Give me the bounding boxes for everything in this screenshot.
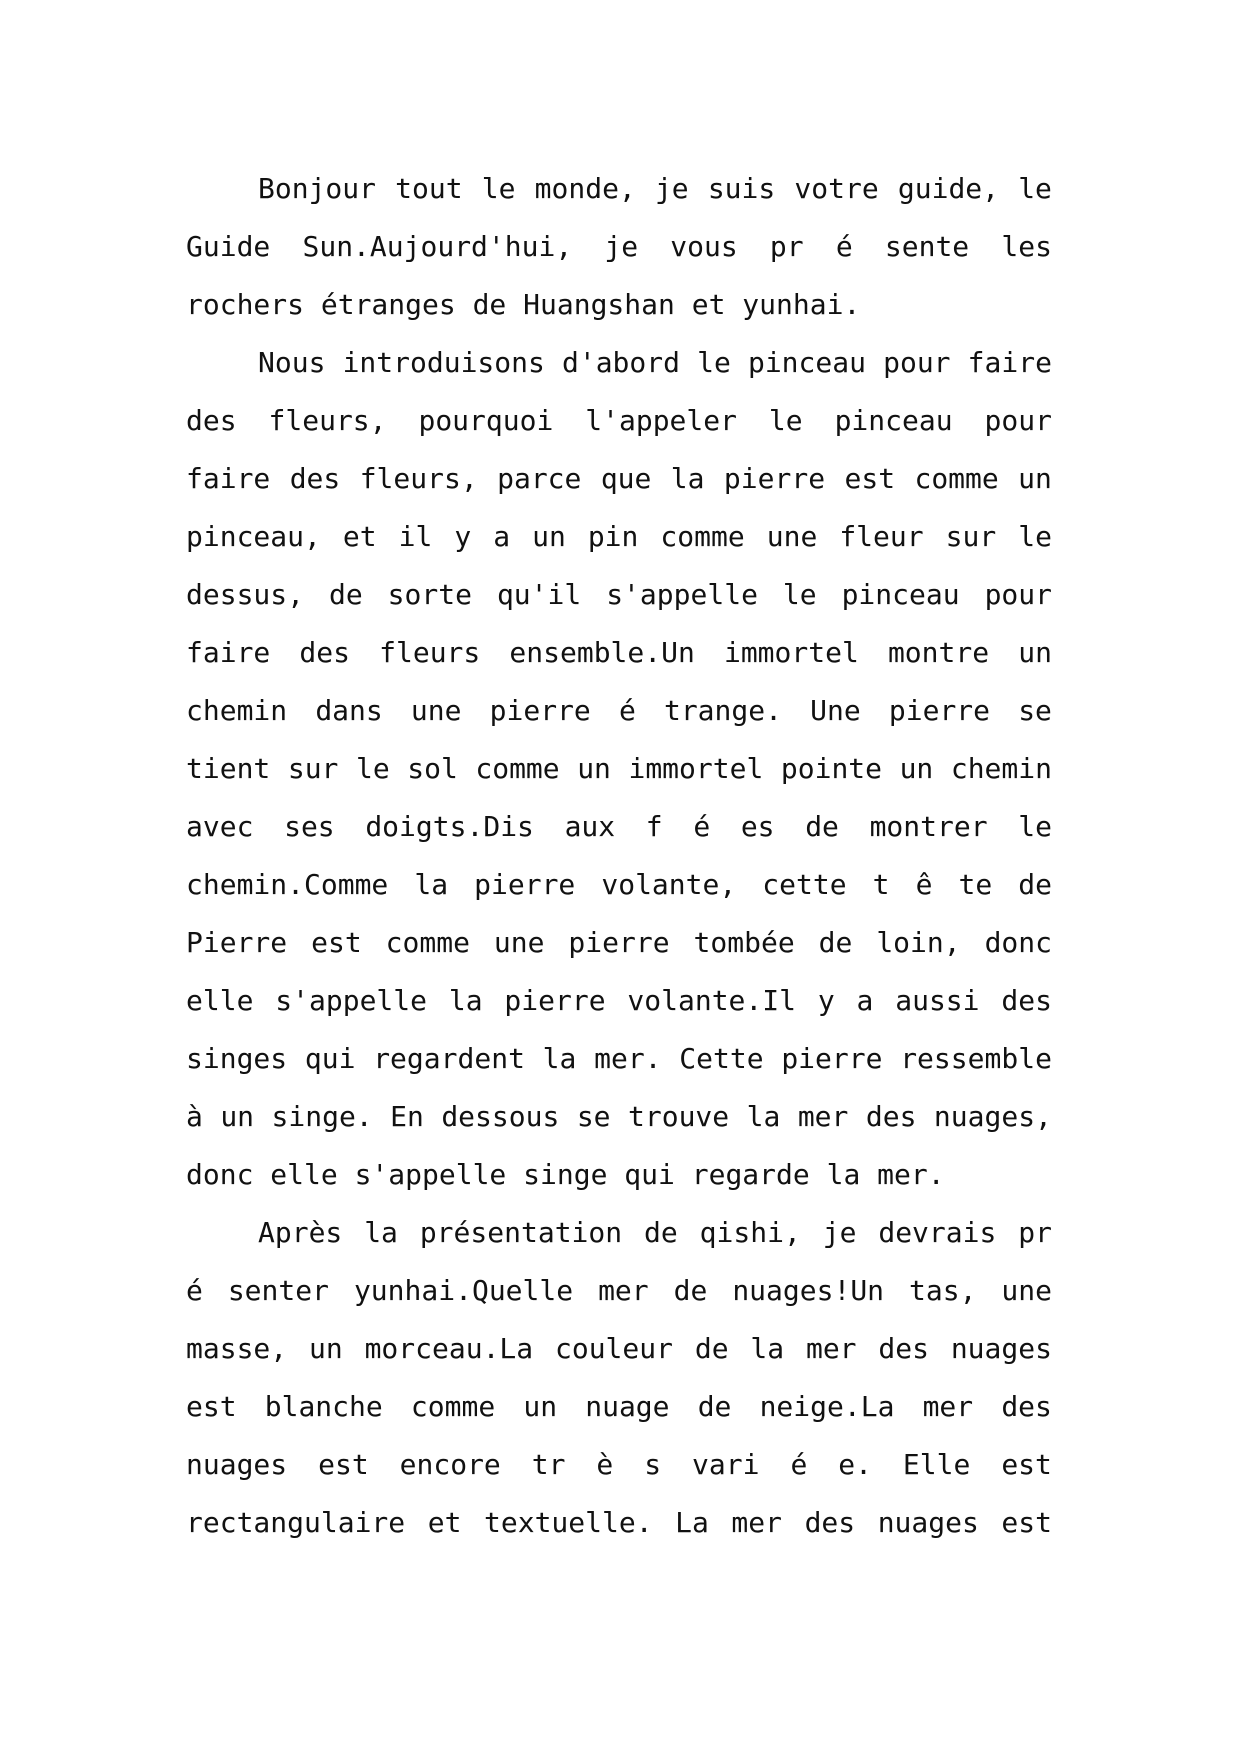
word: est <box>1001 1448 1052 1481</box>
word: une <box>410 694 462 727</box>
text-line <box>186 566 1052 624</box>
word: pour <box>984 578 1052 611</box>
word: est <box>844 462 896 495</box>
text-line <box>186 1204 1052 1262</box>
word: es <box>740 810 775 843</box>
word: regardent <box>373 1042 525 1075</box>
word: nuages <box>186 1448 288 1481</box>
word: nuage <box>585 1390 670 1423</box>
word: pinceau <box>834 404 953 437</box>
word: f <box>645 810 663 843</box>
word: comme <box>660 520 745 553</box>
word: une <box>766 520 818 553</box>
word: comme <box>914 462 999 495</box>
word: un <box>577 752 611 785</box>
word: pour <box>984 404 1052 437</box>
word: des <box>186 404 237 437</box>
word: s'appelle <box>606 578 758 611</box>
word: et <box>342 520 377 553</box>
word: elle <box>186 984 254 1017</box>
word: nuages <box>950 1332 1052 1365</box>
word: ê <box>915 868 933 901</box>
text-line: donc elle s'appelle singe qui regarde la mer. <box>186 1158 945 1191</box>
word: devrais <box>878 1216 997 1249</box>
word: tombée <box>693 926 795 959</box>
word: l'appeler <box>585 404 737 437</box>
word: la <box>364 1216 398 1249</box>
word: singe. <box>271 1100 373 1133</box>
word: suis <box>707 172 776 205</box>
word: y <box>454 520 472 553</box>
word: pourquoi <box>418 404 554 437</box>
word: pierre <box>888 694 991 727</box>
word: rectangulaire <box>186 1506 406 1539</box>
word: ses <box>284 810 335 843</box>
word: sente <box>884 230 970 263</box>
word: que <box>600 462 652 495</box>
word: présentation <box>419 1216 623 1249</box>
word: de <box>644 1216 678 1249</box>
word: immortel <box>628 752 764 785</box>
word: mer <box>922 1390 974 1423</box>
word: Une <box>810 694 861 727</box>
word: comme <box>475 752 560 785</box>
word: é <box>186 1274 203 1307</box>
word: Elle <box>902 1448 971 1481</box>
word: vari <box>692 1448 760 1481</box>
word: qishi, <box>699 1216 801 1249</box>
text-line <box>186 798 1052 856</box>
word: loin, <box>876 926 961 959</box>
word: une <box>1001 1274 1052 1307</box>
word: un <box>899 752 934 785</box>
word: ressemble <box>900 1042 1052 1075</box>
word: se <box>576 1100 611 1133</box>
word: mer <box>598 1274 649 1307</box>
word: é <box>693 810 711 843</box>
text-line <box>186 160 1052 218</box>
word: la <box>750 1332 785 1365</box>
word: pinceau <box>747 346 866 379</box>
word: t <box>872 868 890 901</box>
word: é <box>790 1448 808 1481</box>
word: Sun.Aujourd'hui, <box>302 230 573 263</box>
word: tr <box>531 1448 566 1481</box>
word: cette <box>762 868 847 901</box>
word: qui <box>304 1042 356 1075</box>
word: la <box>448 984 483 1017</box>
word: se <box>1018 694 1052 727</box>
word: pierre <box>723 462 826 495</box>
word: monde, <box>534 172 636 205</box>
word: fleurs <box>379 636 481 669</box>
word: les <box>1001 230 1052 263</box>
word: pour <box>883 346 951 379</box>
word: tient <box>186 752 271 785</box>
word: de <box>328 578 363 611</box>
word: nuages, <box>933 1100 1052 1133</box>
word: une <box>493 926 545 959</box>
word: Guide <box>186 230 271 263</box>
word: donc <box>984 926 1052 959</box>
word: des <box>1001 1390 1052 1423</box>
word: le <box>1018 520 1052 553</box>
word: chemin.Comme <box>186 868 389 901</box>
word: le <box>355 752 390 785</box>
word: pointe <box>780 752 883 785</box>
word: qu'il <box>496 578 582 611</box>
text-line <box>186 682 1052 740</box>
word: il <box>398 520 433 553</box>
word: guide, <box>897 172 1000 205</box>
word: des <box>1001 984 1052 1017</box>
text-line <box>186 1262 1052 1320</box>
word: fleur <box>839 520 924 553</box>
word: un <box>523 1390 558 1423</box>
word: senter <box>227 1274 329 1307</box>
word: la <box>670 462 705 495</box>
word: le <box>1018 810 1052 843</box>
word: yunhai.Quelle <box>353 1274 574 1307</box>
word: le <box>481 172 516 205</box>
text-line <box>186 1088 1052 1146</box>
word: mer <box>797 1100 849 1133</box>
word: immortel <box>723 636 859 669</box>
word: le <box>782 578 817 611</box>
text-line <box>186 508 1052 566</box>
word: la <box>542 1042 577 1075</box>
word: nuages <box>877 1506 979 1539</box>
word: a <box>856 984 874 1017</box>
word: mer <box>731 1506 782 1539</box>
word: pr <box>1018 1216 1052 1249</box>
word: le <box>1018 172 1052 205</box>
word: En <box>390 1100 424 1133</box>
word: montre <box>887 636 990 669</box>
word: pin <box>587 520 639 553</box>
word: pierre <box>474 868 576 901</box>
word: chemin <box>186 694 288 727</box>
text-line: rochers étranges de Huangshan et yunhai. <box>186 288 861 321</box>
word: de <box>805 810 839 843</box>
word: Bonjour <box>258 172 377 205</box>
text-line <box>186 914 1052 972</box>
word: textuelle. <box>484 1506 653 1539</box>
word: de <box>694 1332 729 1365</box>
word: é <box>835 230 853 263</box>
text-line <box>186 1494 1052 1552</box>
word: et <box>427 1506 462 1539</box>
word: tas, <box>909 1274 977 1307</box>
word: s <box>644 1448 662 1481</box>
word: sur <box>945 520 997 553</box>
word: aux <box>564 810 616 843</box>
word: tout <box>395 172 463 205</box>
word: te <box>958 868 993 901</box>
word: des <box>804 1506 856 1539</box>
word: je <box>654 172 689 205</box>
text-line <box>186 1320 1052 1378</box>
text-line <box>186 392 1052 450</box>
word: introduisons <box>342 346 545 379</box>
word: couleur <box>554 1332 673 1365</box>
word: la <box>746 1100 781 1133</box>
word: un <box>1018 462 1052 495</box>
text-line <box>186 1378 1052 1436</box>
word: de <box>818 926 853 959</box>
word: dessous <box>441 1100 560 1133</box>
word: La <box>675 1506 709 1539</box>
word: comme <box>410 1390 496 1423</box>
word: neige.La <box>759 1390 895 1423</box>
text-line <box>186 1030 1052 1088</box>
word: pierre <box>568 926 670 959</box>
text-line <box>186 1436 1052 1494</box>
word: pierre <box>489 694 591 727</box>
word: sorte <box>387 578 472 611</box>
word: des <box>865 1100 917 1133</box>
text-line <box>186 740 1052 798</box>
word: pinceau, <box>186 520 321 553</box>
word: je <box>822 1216 857 1249</box>
word: singes <box>186 1042 288 1075</box>
word: e. <box>838 1448 872 1481</box>
word: volante, <box>601 868 737 901</box>
word: é <box>618 694 636 727</box>
word: montrer <box>869 810 988 843</box>
word: pierre <box>781 1042 883 1075</box>
word: pinceau <box>841 578 960 611</box>
word: fleurs, <box>359 462 478 495</box>
word: votre <box>794 172 879 205</box>
text-line <box>186 218 1052 276</box>
word: des <box>299 636 350 669</box>
word: est <box>1001 1506 1052 1539</box>
word: fleurs, <box>268 404 387 437</box>
word: la <box>414 868 449 901</box>
text-line <box>186 856 1052 914</box>
text-line <box>186 450 1052 508</box>
word: de <box>1018 868 1052 901</box>
word: vous <box>670 230 738 263</box>
word: Pierre <box>186 926 288 959</box>
word: s'appelle <box>275 984 427 1017</box>
word: à <box>186 1100 203 1133</box>
word: faire <box>186 636 271 669</box>
word: est <box>318 1448 369 1481</box>
word: parce <box>497 462 582 495</box>
word: est <box>311 926 362 959</box>
word: a <box>493 520 511 553</box>
word: dans <box>315 694 383 727</box>
word: doigts.Dis <box>365 810 534 843</box>
word: pr <box>769 230 804 263</box>
word: un <box>1018 636 1052 669</box>
paragraph <box>186 160 1052 334</box>
word: nuages!Un <box>732 1274 885 1307</box>
word: Cette <box>679 1042 764 1075</box>
word: Après <box>258 1216 343 1249</box>
word: sol <box>407 752 458 785</box>
word: aussi <box>895 984 980 1017</box>
word: un <box>532 520 566 553</box>
word: encore <box>399 1448 501 1481</box>
word: Nous <box>258 346 326 379</box>
word: trouve <box>628 1100 730 1133</box>
word: est <box>186 1390 237 1423</box>
text-line <box>186 972 1052 1030</box>
word: de <box>697 1390 732 1423</box>
word: blanche <box>264 1390 383 1423</box>
word: d'abord <box>561 346 680 379</box>
word: ensemble.Un <box>509 636 695 669</box>
word: y <box>817 984 835 1017</box>
word: le <box>697 346 731 379</box>
word: morceau.La <box>364 1332 534 1365</box>
word: le <box>768 404 803 437</box>
word: de <box>673 1274 708 1307</box>
word: masse, <box>186 1332 288 1365</box>
word: trange. <box>663 694 782 727</box>
word: è <box>596 1448 614 1481</box>
text-line <box>186 334 1052 392</box>
word: un <box>309 1332 343 1365</box>
word: je <box>604 230 639 263</box>
word: faire <box>967 346 1052 379</box>
word: comme <box>385 926 470 959</box>
word: mer <box>805 1332 857 1365</box>
paragraph <box>186 1204 1052 1552</box>
text-line <box>186 624 1052 682</box>
document-body <box>186 160 1052 1552</box>
word: un <box>220 1100 255 1133</box>
word: dessus, <box>186 578 305 611</box>
word: des <box>878 1332 929 1365</box>
word: des <box>289 462 341 495</box>
word: volante.Il <box>627 984 796 1017</box>
word: mer. <box>594 1042 662 1075</box>
word: faire <box>186 462 271 495</box>
word: sur <box>287 752 339 785</box>
word: pierre <box>504 984 606 1017</box>
word: avec <box>186 810 254 843</box>
paragraph <box>186 334 1052 1204</box>
word: chemin <box>950 752 1052 785</box>
